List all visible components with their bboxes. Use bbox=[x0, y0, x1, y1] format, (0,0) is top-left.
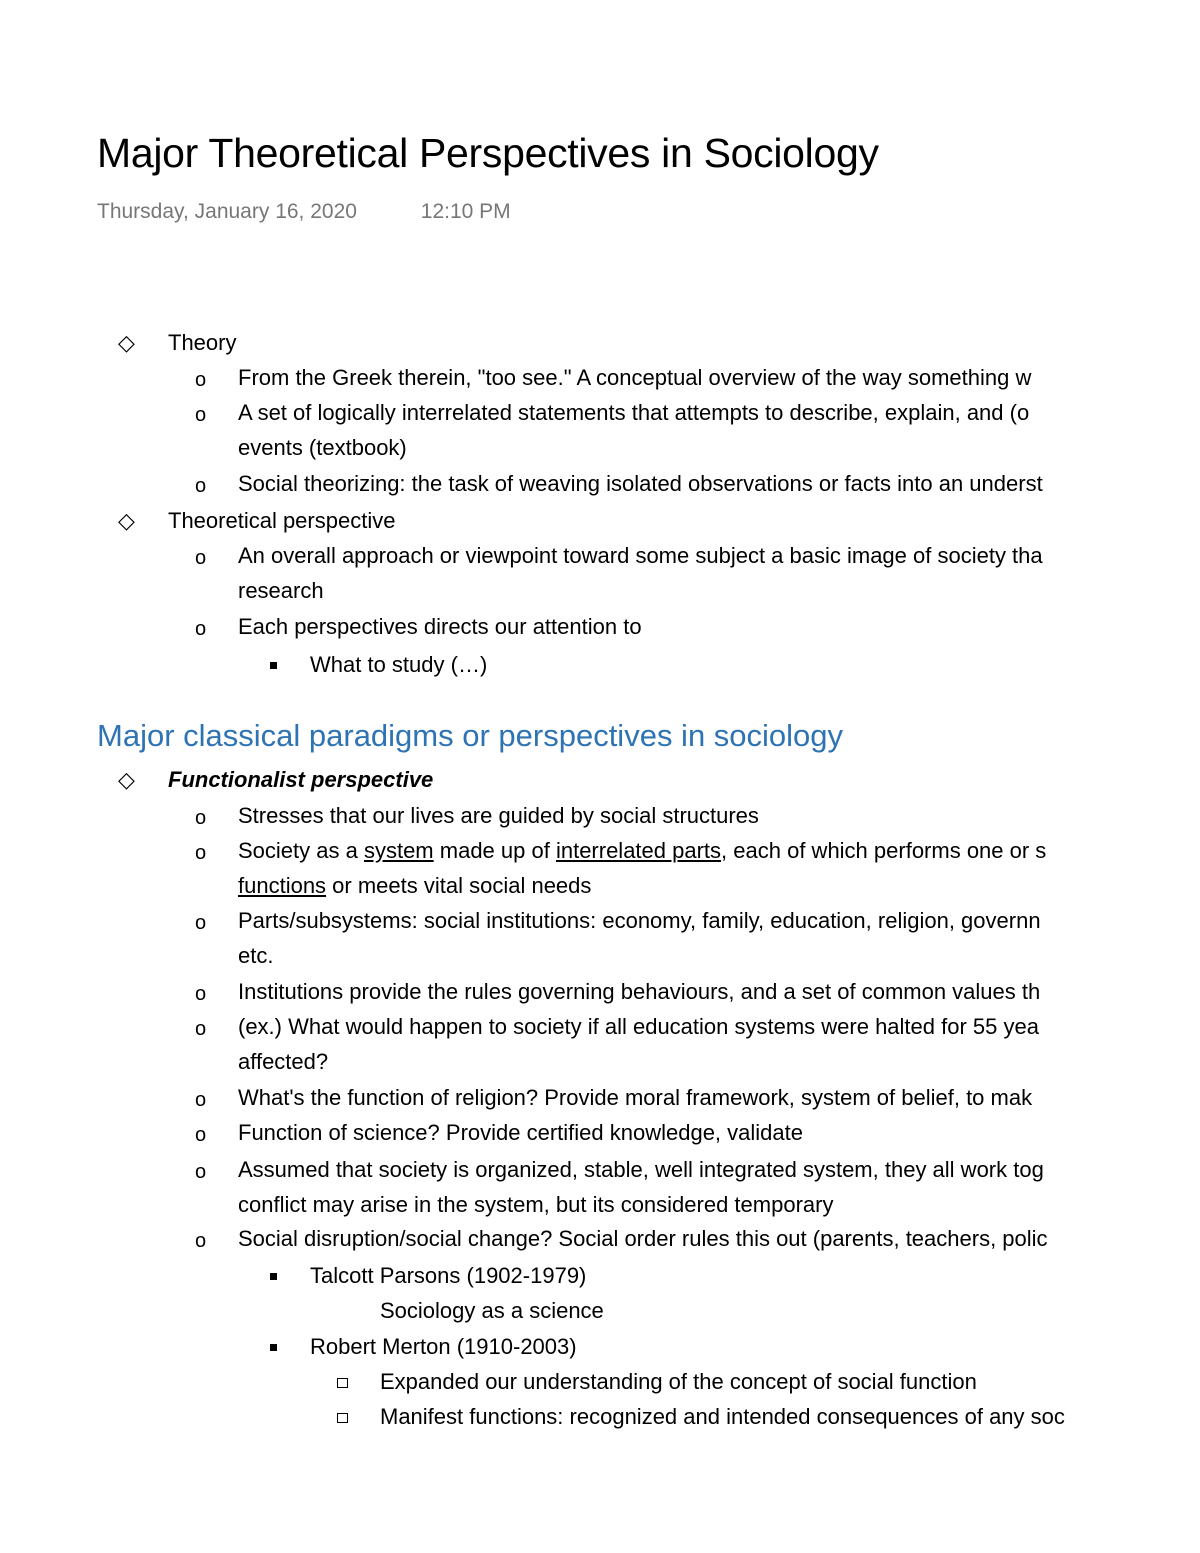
list-item-theory: Theory bbox=[168, 330, 237, 355]
note-date: Thursday, January 16, 2020 bbox=[97, 200, 357, 223]
box-bullet-icon bbox=[337, 1403, 348, 1431]
page-title: Major Theoretical Perspectives in Sociology bbox=[97, 130, 879, 176]
circle-bullet-icon: o bbox=[195, 475, 207, 497]
list-item-continuation: events (textbook) bbox=[238, 435, 407, 460]
circle-bullet-icon: o bbox=[195, 369, 207, 391]
list-item: Sociology as a science bbox=[380, 1298, 604, 1323]
list-item-continuation: etc. bbox=[238, 943, 274, 968]
box-bullet-icon bbox=[337, 1368, 348, 1396]
list-item: Each perspectives directs our attention to bbox=[238, 614, 642, 639]
square-bullet-icon bbox=[270, 1333, 277, 1361]
note-timestamp bbox=[97, 200, 511, 224]
circle-bullet-icon: o bbox=[195, 1124, 207, 1146]
list-item: Manifest functions: recognized and intended consequences of any soc bbox=[380, 1404, 1065, 1429]
diamond-bullet-icon: ◇ bbox=[118, 330, 135, 355]
circle-bullet-icon: o bbox=[195, 1089, 207, 1111]
diamond-bullet-icon: ◇ bbox=[118, 508, 135, 533]
list-item-continuation: affected? bbox=[238, 1049, 329, 1074]
list-item: What's the function of religion? Provide moral framework, system of belief, to mak bbox=[238, 1085, 1033, 1110]
circle-bullet-icon: o bbox=[195, 618, 207, 640]
circle-bullet-icon: o bbox=[195, 404, 207, 426]
section-heading: Major classical paradigms or perspectives in sociology bbox=[97, 718, 844, 753]
list-item-continuation: conflict may arise in the system, but its considered temporary bbox=[238, 1192, 834, 1217]
list-item bbox=[238, 837, 1046, 865]
circle-bullet-icon: o bbox=[195, 547, 207, 569]
list-item: A set of logically interrelated statements that attempts to describe, explain, and (o bbox=[238, 400, 1030, 425]
underlined-term: interrelated parts bbox=[555, 838, 722, 863]
list-item: Institutions provide the rules governing behaviours, and a set of common values th bbox=[238, 979, 1041, 1004]
square-bullet-icon bbox=[270, 1262, 277, 1290]
circle-bullet-icon: o bbox=[195, 912, 207, 934]
list-item: Assumed that society is organized, stable, well integrated system, they all work tog bbox=[238, 1157, 1044, 1182]
underlined-term: functions bbox=[238, 873, 327, 898]
list-item-parsons: Talcott Parsons (1902-1979) bbox=[310, 1263, 587, 1288]
list-item: Social theorizing: the task of weaving isolated observations or facts into an underst bbox=[238, 471, 1043, 496]
text-run: made up of bbox=[433, 838, 556, 863]
square-bullet-icon bbox=[270, 651, 277, 679]
list-item-merton: Robert Merton (1910-2003) bbox=[310, 1334, 577, 1359]
text-run: , each of which performs one or s bbox=[721, 838, 1047, 863]
text-run: Society as a bbox=[238, 838, 364, 863]
list-item-continuation: research bbox=[238, 578, 324, 603]
circle-bullet-icon: o bbox=[195, 1161, 207, 1183]
list-item: From the Greek therein, "too see." A conceptual overview of the way something w bbox=[238, 365, 1032, 390]
diamond-bullet-icon: ◇ bbox=[118, 767, 135, 792]
list-item: Stresses that our lives are guided by social structures bbox=[238, 803, 759, 828]
circle-bullet-icon: o bbox=[195, 842, 207, 864]
list-item: Parts/subsystems: social institutions: economy, family, education, religion, governn bbox=[238, 908, 1041, 933]
list-item-functionalist: Functionalist perspective bbox=[168, 767, 434, 792]
circle-bullet-icon: o bbox=[195, 1230, 207, 1252]
list-item: What to study (…) bbox=[310, 652, 488, 677]
note-time: 12:10 PM bbox=[420, 200, 511, 223]
list-item: Function of science? Provide certified knowledge, validate bbox=[238, 1120, 803, 1145]
list-item-continuation bbox=[238, 872, 591, 900]
underlined-term: system bbox=[363, 838, 434, 863]
list-item: Expanded our understanding of the concept of social function bbox=[380, 1369, 977, 1394]
list-item: (ex.) What would happen to society if all education systems were halted for 55 yea bbox=[238, 1014, 1039, 1039]
list-item: Social disruption/social change? Social order rules this out (parents, teachers, polic bbox=[238, 1226, 1048, 1251]
list-item-theoretical-perspective: Theoretical perspective bbox=[168, 508, 396, 533]
circle-bullet-icon: o bbox=[195, 983, 207, 1005]
text-run: or meets vital social needs bbox=[326, 873, 592, 898]
list-item: An overall approach or viewpoint toward some subject a basic image of society tha bbox=[238, 543, 1043, 568]
circle-bullet-icon: o bbox=[195, 1018, 207, 1040]
circle-bullet-icon: o bbox=[195, 807, 207, 829]
